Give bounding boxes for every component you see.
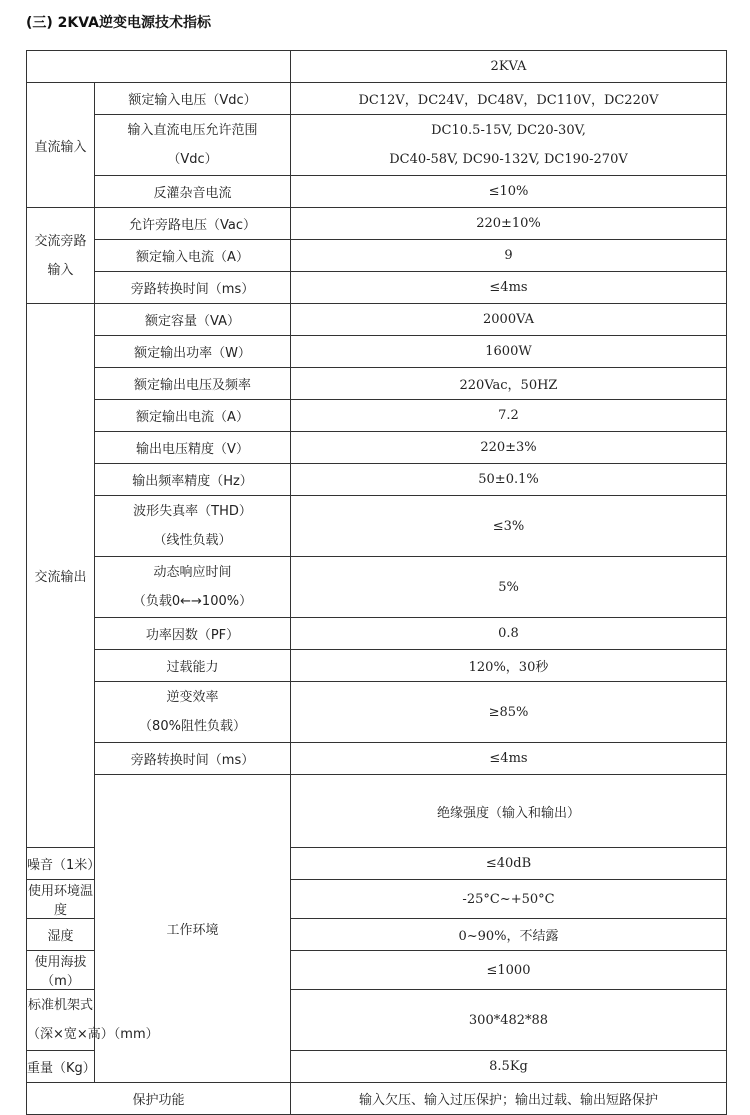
spec-label-line2: （Vdc） (167, 152, 218, 167)
spec-label (95, 557, 291, 618)
spec-label: 重量（Kg） (27, 1051, 95, 1083)
group-ac-output: 交流输出 (27, 304, 95, 848)
spec-label: 输出电压精度（V） (95, 432, 291, 464)
spec-label: 使用环境温度 (27, 880, 95, 919)
table-row (27, 464, 727, 496)
spec-label: 旁路转换时间（ms） (95, 272, 291, 304)
spec-label: 额定输入电流（A） (95, 240, 291, 272)
spec-label: 使用海拔（m） (27, 951, 95, 990)
spec-label: 反灌杂音电流 (95, 176, 291, 208)
spec-value: 50±0.1% (291, 464, 727, 496)
model-header: 2KVA (291, 51, 727, 83)
group-dc-input: 直流输入 (27, 83, 95, 208)
spec-value (291, 115, 727, 176)
page-title: (三) 2KVA逆变电源技术指标 (26, 15, 211, 31)
spec-value: 220±10% (291, 208, 727, 240)
table-row (27, 432, 727, 464)
spec-label (95, 496, 291, 557)
spec-value: 0~90%，不结露 (291, 919, 727, 951)
spec-label-line1: 逆变效率 (166, 690, 219, 705)
spec-label: 额定容量（VA） (95, 304, 291, 336)
table-row (27, 208, 727, 240)
spec-label-line1: 标准机架式 (27, 998, 93, 1013)
spec-label: 噪音（1米） (27, 848, 95, 880)
spec-value: 8.5Kg (291, 1051, 727, 1083)
group-line1: 交流旁路 (34, 233, 87, 249)
spec-label: 旁路转换时间（ms） (95, 743, 291, 775)
spec-value: DC12V，DC24V，DC48V，DC110V，DC220V (291, 83, 727, 115)
table-row (27, 115, 727, 176)
spec-value: ≤4ms (291, 272, 727, 304)
spec-value: ≤1000 (291, 951, 727, 990)
spec-label-line2: （80%阻性负载） (139, 719, 246, 734)
spec-label-line1: 输入直流电压允许范围 (127, 123, 258, 138)
spec-value: -25°C~+50°C (291, 880, 727, 919)
spec-label: 额定输出电流（A） (95, 400, 291, 432)
spec-label (95, 682, 291, 743)
table-row (27, 400, 727, 432)
table-row (27, 743, 727, 775)
table-row (27, 496, 727, 557)
spec-table (26, 50, 727, 1115)
spec-value: 9 (291, 240, 727, 272)
spec-value: 120%，30秒 (291, 650, 727, 682)
spec-value: 220Vac，50HZ (291, 368, 727, 400)
table-row (27, 83, 727, 115)
spec-label: 额定输出电压及频率 (95, 368, 291, 400)
spec-value: ≤10% (291, 176, 727, 208)
table-header-row (27, 51, 727, 83)
spec-label: 湿度 (27, 919, 95, 951)
spec-label (27, 990, 159, 1051)
spec-value: 5% (291, 557, 727, 618)
group-line2: 输入 (47, 262, 74, 278)
spec-label: 额定输出功率（W） (95, 336, 291, 368)
table-row (27, 272, 727, 304)
spec-label (95, 115, 291, 176)
spec-value-line1: DC10.5-15V, DC20-30V, (431, 123, 586, 138)
spec-value: 0.8 (291, 618, 727, 650)
table-row (27, 336, 727, 368)
table-row (27, 557, 727, 618)
table-row (27, 618, 727, 650)
spec-value: 300*482*88 (291, 990, 727, 1051)
table-row (27, 650, 727, 682)
spec-label-line2: （线性负载） (153, 533, 232, 548)
group-ac-bypass (27, 208, 95, 304)
spec-label: 保护功能 (27, 1083, 291, 1115)
table-row (27, 304, 727, 336)
spec-label: 输出频率精度（Hz） (95, 464, 291, 496)
spec-label: 绝缘强度（输入和输出） (291, 775, 727, 848)
table-row (27, 240, 727, 272)
spec-label: 允许旁路电压（Vac） (95, 208, 291, 240)
spec-value: 220±3% (291, 432, 727, 464)
spec-value: ≤4ms (291, 743, 727, 775)
spec-value: 输入欠压、输入过压保护；输出过载、输出短路保护 (291, 1083, 727, 1115)
header-blank-cell (27, 51, 291, 83)
spec-label-line2: （负载0←→100%） (132, 594, 253, 609)
spec-value: ≤40dB (291, 848, 727, 880)
spec-value: ≤3% (291, 496, 727, 557)
spec-value: 7.2 (291, 400, 727, 432)
spec-label-line1: 动态响应时间 (153, 565, 232, 580)
table-row (27, 176, 727, 208)
spec-label-line2: （深×宽×高）（mm） (27, 1027, 159, 1042)
spec-value: ≥85% (291, 682, 727, 743)
spec-label: 功率因数（PF） (95, 618, 291, 650)
spec-value: 2000VA (291, 304, 727, 336)
spec-label-line1: 波形失真率（THD） (133, 504, 252, 519)
spec-value: 1600W (291, 336, 727, 368)
table-row (27, 368, 727, 400)
group-environment: 工作环境 (95, 775, 291, 1083)
table-row (27, 775, 727, 848)
spec-label: 过载能力 (95, 650, 291, 682)
table-row (27, 1083, 727, 1115)
spec-label: 额定输入电压（Vdc） (95, 83, 291, 115)
table-row (27, 682, 727, 743)
spec-value-line2: DC40-58V, DC90-132V, DC190-270V (389, 152, 628, 167)
